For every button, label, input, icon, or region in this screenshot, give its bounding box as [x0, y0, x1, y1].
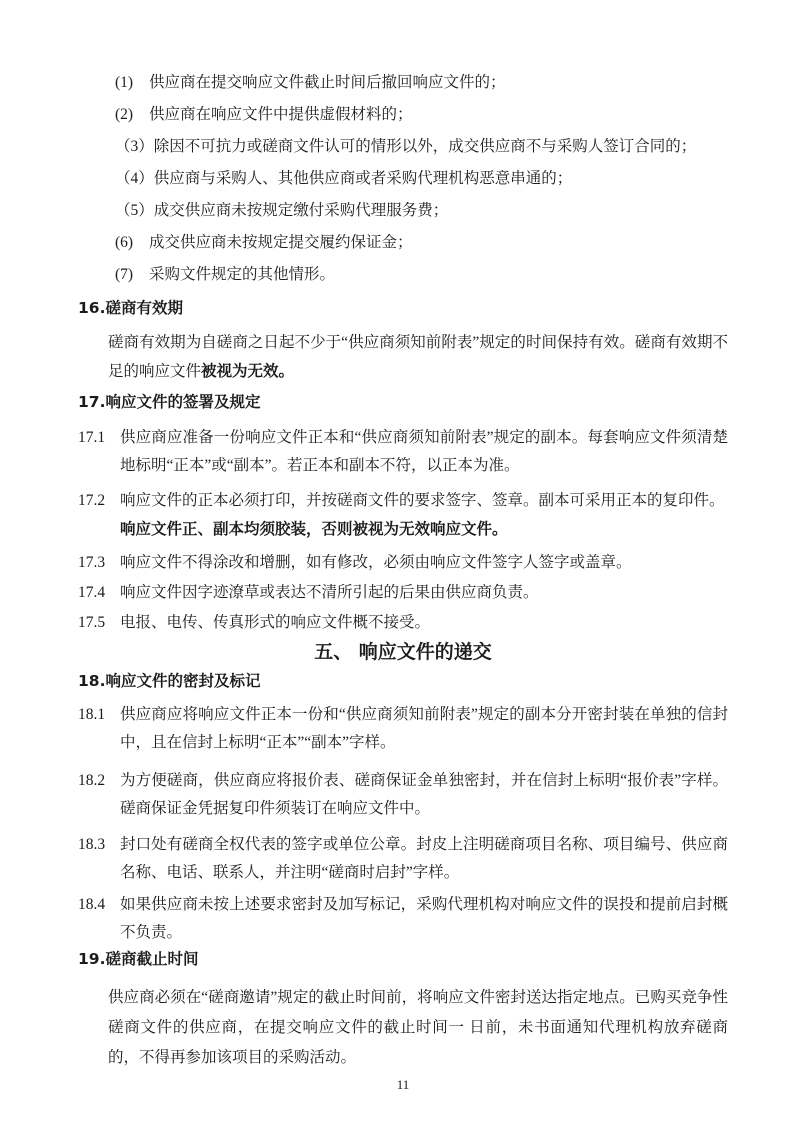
section-number: 17.	[78, 393, 106, 411]
clause-18-3	[78, 831, 728, 887]
section-number: 19.	[78, 950, 106, 968]
clause-17-2	[78, 487, 728, 543]
list-item-number: (6)	[115, 234, 134, 251]
section-heading-16	[78, 296, 728, 320]
bold-text: 响应文件正、副本均须胶装，否则被视为无效响应文件。	[120, 520, 508, 538]
list-item	[115, 104, 728, 126]
list-item-text: 成交供应商未按规定提交履约保证金；	[149, 234, 413, 251]
clause-number: 17.1	[78, 429, 106, 446]
page-number: 11	[396, 1077, 410, 1092]
clause-number: 18.2	[78, 772, 106, 789]
clause-number: 17.3	[78, 554, 106, 571]
section-heading-18	[78, 669, 728, 693]
clause-number: 18.1	[78, 706, 106, 723]
clause-text: 电报、电传、传真形式的响应文件概不接受。	[120, 614, 431, 631]
list-item	[115, 168, 728, 190]
list-item-text: 采购文件规定的其他情形。	[149, 266, 336, 283]
list-item-text: 除因不可抗力或磋商文件认可的情形以外，成交供应商不与采购人签订合同的；	[153, 138, 697, 155]
clause-text-normal: 响应文件的正本必须打印，并按磋商文件的要求签字、签章。副本可采用正本的复印件。	[120, 492, 725, 509]
clause-text: 封口处有磋商全权代表的签字或单位公章。封皮上注明磋商项目名称、项目编号、供应商名称、电话、联系人，并注明“磋商时启封”字样。	[120, 836, 728, 881]
list-item-number: (7)	[115, 266, 134, 283]
section-16-body	[108, 328, 728, 386]
clause-text: 如果供应商未按上述要求密封及加写标记，采购代理机构对响应文件的误投和提前启封概不负责。	[120, 896, 728, 941]
list-item	[115, 72, 728, 94]
section-title: 响应文件的密封及标记	[105, 672, 261, 690]
clause-text: 供应商应将响应文件正本一份和“供应商须知前附表”规定的副本分开密封装在单独的信封中，且在信封上标明“正本”“副本”字样。	[120, 706, 728, 751]
clause-text: 供应商应准备一份响应文件正本和“供应商须知前附表”规定的副本。每套响应文件须清楚地标明“正本”或“副本”。若正本和副本不符，以正本为准。	[120, 429, 728, 474]
section-number: 16.	[78, 299, 106, 317]
section-title: 磋商截止时间	[105, 950, 199, 968]
list-item-number: (2)	[115, 106, 134, 123]
list-item-number: (1)	[115, 74, 134, 91]
clause-number: 18.3	[78, 836, 106, 853]
numbered-sublist	[78, 72, 728, 286]
section-heading-17	[78, 390, 728, 414]
list-item	[115, 136, 728, 158]
list-item	[115, 264, 728, 286]
section-heading-19	[78, 947, 728, 971]
chapter-heading-5: 五、 响应文件的递交	[314, 641, 492, 663]
clause-17-5	[78, 609, 728, 637]
list-item-text: 供应商与采购人、其他供应商或者采购代理机构恶意串通的；	[153, 170, 573, 187]
clause-18-4	[78, 891, 728, 947]
clause-18-2	[78, 767, 728, 823]
clause-17-1	[78, 424, 728, 480]
section-19-body: 供应商必须在“磋商邀请”规定的截止时间前，将响应文件密封送达指定地点。已购买竞争性磋商文件的供应商，在提交响应文件的截止时间一 日前，未书面通知代理机构放弃磋商的，不得再参加该项目的采购活动。	[108, 989, 728, 1066]
clause-text: 响应文件不得涂改和增删，如有修改，必须由响应文件签字人签字或盖章。	[120, 554, 632, 571]
clause-text	[120, 487, 728, 543]
clause-text: 为方便磋商，供应商应将报价表、磋商保证金单独密封，并在信封上标明“报价表”字样。磋商保证金凭据复印件须装订在响应文件中。	[120, 772, 728, 817]
clause-number: 18.4	[78, 896, 106, 913]
list-item	[115, 200, 728, 222]
clause-18-1	[78, 701, 728, 757]
clause-number: 17.5	[78, 614, 106, 631]
bold-text: 被视为无效。	[201, 362, 295, 380]
section-number: 18.	[78, 672, 106, 690]
body-text: 磋商有效期为自磋商之日起不少于“供应商须知前附表”规定的时间保持有效。磋商有效期不足的响应文件	[108, 334, 728, 380]
list-item-number: （4）	[115, 170, 154, 187]
clause-17-3	[78, 549, 728, 577]
list-item-text: 供应商在提交响应文件截止时间后撤回响应文件的；	[149, 74, 506, 91]
list-item-number: （5）	[115, 202, 154, 219]
clause-number: 17.4	[78, 584, 106, 601]
section-title: 磋商有效期	[105, 299, 183, 317]
list-item	[115, 232, 728, 254]
list-item-number: （3）	[115, 138, 154, 155]
clause-text: 响应文件因字迹潦草或表达不清所引起的后果由供应商负责。	[120, 584, 539, 601]
list-item-text: 成交供应商未按规定缴付采购代理服务费；	[153, 202, 449, 219]
clause-17-4	[78, 579, 728, 607]
section-title: 响应文件的签署及规定	[105, 393, 261, 411]
clause-number: 17.2	[78, 492, 106, 509]
list-item-text: 供应商在响应文件中提供虚假材料的；	[149, 106, 413, 123]
